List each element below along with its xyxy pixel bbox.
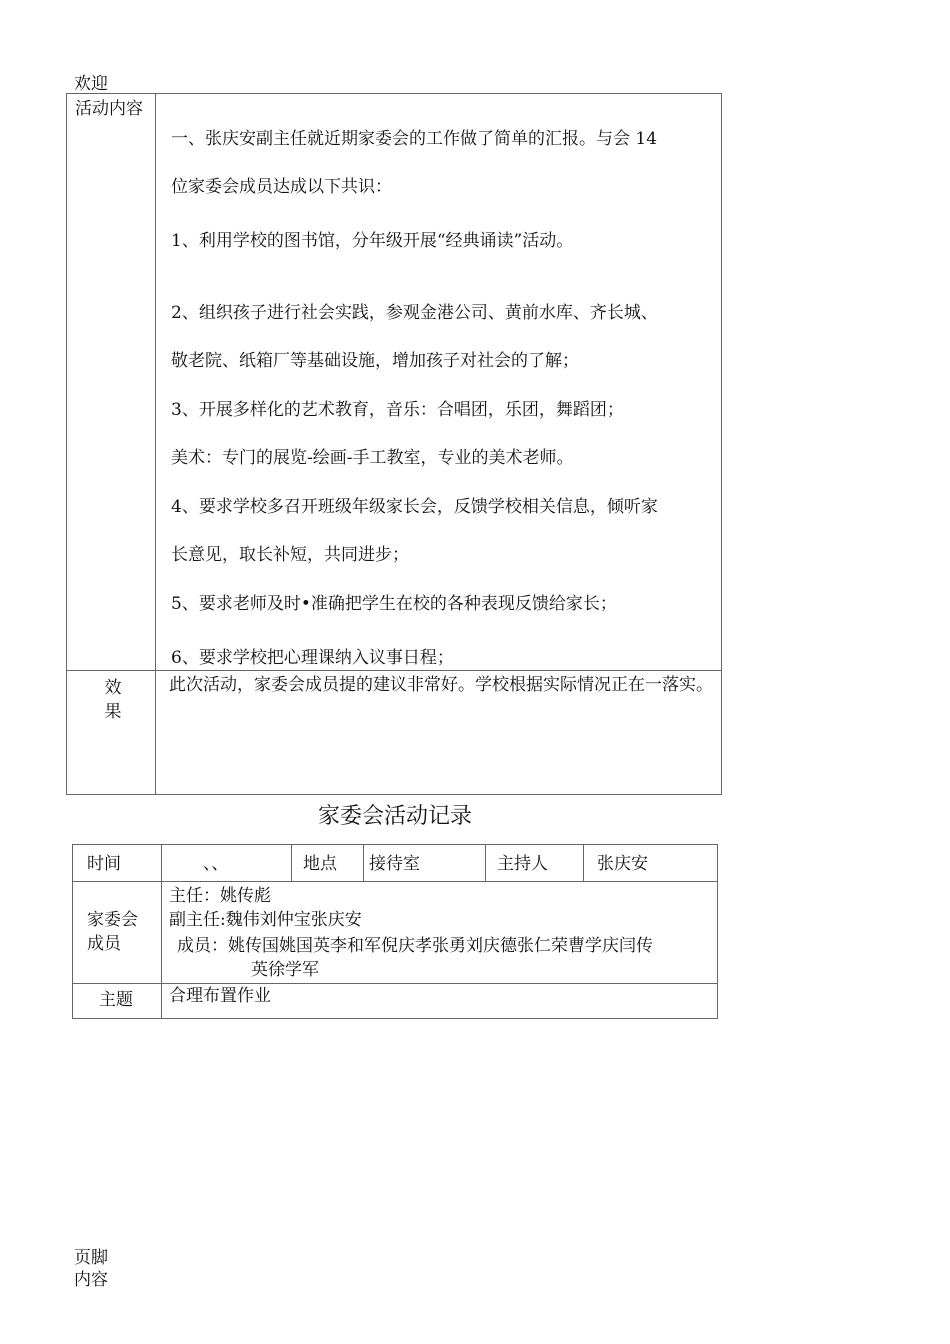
members-label: 成员 bbox=[87, 934, 121, 954]
content-line: 5、要求老师及时•准确把学生在校的各种表现反馈给家长； bbox=[171, 594, 617, 614]
topic-label: 主题 bbox=[99, 990, 133, 1010]
content-line: 3、开展多样化的艺术教育，音乐：合唱团，乐团，舞蹈团； bbox=[171, 400, 624, 420]
effect-label-char: 果 bbox=[104, 702, 122, 722]
content-line: 1、利用学校的图书馆，分年级开展“经典诵读”活动。 bbox=[171, 231, 574, 251]
effect-label bbox=[103, 676, 123, 724]
members-line: 成员：姚传国姚国英李和军倪庆孝张勇刘庆德张仁荣曹学庆闫传 bbox=[177, 936, 653, 956]
content-line: 一、张庆安副主任就近期家委会的工作做了简单的汇报。与会 14 bbox=[171, 129, 658, 149]
page-footer-text bbox=[74, 1247, 108, 1291]
vice-director-line: 副主任:魏伟刘仲宝张庆安 bbox=[169, 910, 362, 930]
footer-line: 页脚 bbox=[74, 1248, 108, 1268]
content-line: 敬老院、纸箱厂等基础设施，增加孩子对社会的了解； bbox=[171, 351, 579, 371]
host-value: 张庆安 bbox=[597, 854, 648, 874]
place-label: 地点 bbox=[303, 854, 337, 874]
content-line: 长意见，取长补短，共同进步； bbox=[171, 545, 409, 565]
footer-line: 内容 bbox=[74, 1270, 108, 1290]
content-line: 位家委会成员达成以下共识： bbox=[171, 177, 392, 197]
effect-text: 此次活动，家委会成员提的建议非常好。学校根据实际情况正在一落实。 bbox=[169, 675, 713, 695]
activity-content-label: 活动内容 bbox=[75, 99, 143, 119]
director-line: 主任：姚传彪 bbox=[169, 886, 271, 906]
time-value: 、、 bbox=[203, 854, 229, 874]
effect-label-char: 效 bbox=[104, 678, 122, 698]
place-value: 接待室 bbox=[369, 854, 420, 874]
time-label: 时间 bbox=[87, 854, 121, 874]
host-label: 主持人 bbox=[497, 854, 548, 874]
content-line: 4、要求学校多召开班级年级家长会，反馈学校相关信息，倾听家 bbox=[171, 497, 658, 517]
page-header-text: 欢迎 bbox=[74, 74, 108, 94]
content-line: 美术：专门的展览-绘画-手工教室，专业的美术老师。 bbox=[171, 448, 574, 468]
content-line: 2、组织孩子进行社会实践，参观金港公司、黄前水库、齐长城、 bbox=[171, 303, 658, 323]
committee-record-table bbox=[72, 844, 718, 1019]
members-line: 英徐学军 bbox=[251, 960, 319, 980]
activity-content-table bbox=[66, 93, 722, 795]
topic-value: 合理布置作业 bbox=[169, 986, 271, 1006]
document-title: 家委会活动记录 bbox=[317, 804, 472, 829]
members-label: 家委会 bbox=[87, 910, 138, 930]
content-line: 6、要求学校把心理课纳入议事日程； bbox=[171, 648, 454, 668]
